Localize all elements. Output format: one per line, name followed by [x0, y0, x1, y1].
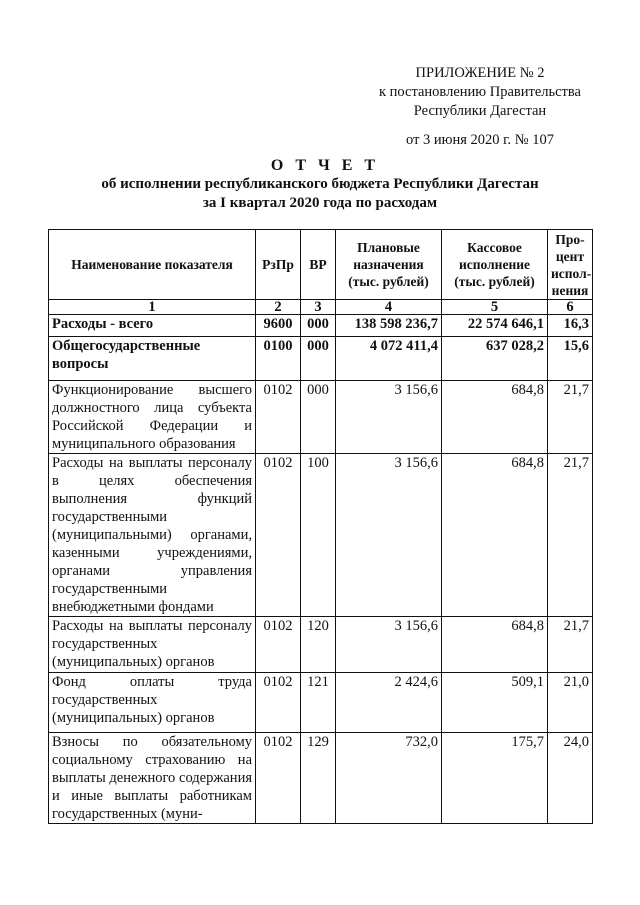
row-plan: 2 424,6 [336, 673, 442, 733]
row-plan: 3 156,6 [336, 454, 442, 617]
column-number: 1 [49, 300, 256, 315]
header-rzpr: РзПр [256, 230, 301, 300]
row-cash: 684,8 [442, 617, 548, 673]
row-vr: 100 [301, 454, 336, 617]
row-percent: 15,6 [548, 337, 593, 381]
table-header-row [49, 230, 593, 300]
row-plan: 3 156,6 [336, 381, 442, 454]
table-row [49, 673, 593, 733]
approval-block [360, 64, 600, 150]
row-rzpr: 9600 [256, 315, 301, 337]
column-number: 2 [256, 300, 301, 315]
column-number: 4 [336, 300, 442, 315]
row-name: Функционирование высшего должностного лица субъекта Российской Федерации и муниципального образования [49, 381, 256, 454]
row-vr: 120 [301, 617, 336, 673]
row-name: Расходы на выплаты персоналу в целях обеспечения выполнения функций государственными (муниципальными) органами, казенными учреждениями, органами управления государственными внебюджетными фондами [49, 454, 256, 617]
table-row [49, 315, 593, 337]
row-cash: 684,8 [442, 381, 548, 454]
header-vr: ВР [301, 230, 336, 300]
column-numbering-row [49, 300, 593, 315]
row-name: Взносы по обязательному социальному страхованию на выплаты денежного содержания и иные выплаты работникам государственных (муни- [49, 733, 256, 824]
title-report: О Т Ч Е Т [270, 157, 380, 174]
row-rzpr: 0102 [256, 733, 301, 824]
row-rzpr: 0102 [256, 381, 301, 454]
row-cash: 637 028,2 [442, 337, 548, 381]
row-cash: 175,7 [442, 733, 548, 824]
table-row [49, 337, 593, 381]
row-plan: 4 072 411,4 [336, 337, 442, 381]
row-rzpr: 0100 [256, 337, 301, 381]
row-rzpr: 0102 [256, 673, 301, 733]
header-percent: Про-цент испол-нения [548, 230, 593, 300]
header-cash: Кассовое исполнение (тыс. рублей) [442, 230, 548, 300]
table-row [49, 733, 593, 824]
header-name: Наименование показателя [49, 230, 256, 300]
row-name: Фонд оплаты труда государственных (муниципальных) органов [49, 673, 256, 733]
row-vr: 000 [301, 315, 336, 337]
row-vr: 129 [301, 733, 336, 824]
row-cash: 22 574 646,1 [442, 315, 548, 337]
column-number: 6 [548, 300, 593, 315]
row-cash: 684,8 [442, 454, 548, 617]
row-vr: 000 [301, 337, 336, 381]
row-percent: 21,0 [548, 673, 593, 733]
row-percent: 24,0 [548, 733, 593, 824]
row-vr: 000 [301, 381, 336, 454]
appendix-number: ПРИЛОЖЕНИЕ № 2 [415, 65, 545, 81]
row-plan: 3 156,6 [336, 617, 442, 673]
row-percent: 21,7 [548, 617, 593, 673]
approval-date: от 3 июня 2020 г. № 107 [406, 132, 554, 148]
table-row [49, 454, 593, 617]
row-name: Расходы - всего [49, 315, 256, 337]
expenditure-table [48, 229, 593, 824]
approval-region-line: Республики Дагестан [413, 103, 547, 119]
row-name: Общегосударственные вопросы [49, 337, 256, 381]
row-vr: 121 [301, 673, 336, 733]
row-percent: 21,7 [548, 381, 593, 454]
row-plan: 138 598 236,7 [336, 315, 442, 337]
column-number: 3 [301, 300, 336, 315]
row-rzpr: 0102 [256, 454, 301, 617]
title-period: за I квартал 2020 года по расходам [202, 195, 438, 211]
column-number: 5 [442, 300, 548, 315]
row-rzpr: 0102 [256, 617, 301, 673]
header-plan: Плановые назначения (тыс. рублей) [336, 230, 442, 300]
row-plan: 732,0 [336, 733, 442, 824]
row-percent: 21,7 [548, 454, 593, 617]
approval-decree-line: к постановлению Правительства [379, 84, 581, 100]
document-title [0, 156, 640, 213]
row-name: Расходы на выплаты персоналу государственных (муниципальных) органов [49, 617, 256, 673]
row-percent: 16,3 [548, 315, 593, 337]
row-cash: 509,1 [442, 673, 548, 733]
title-subject: об исполнении республиканского бюджета Республики Дагестан [101, 176, 539, 192]
table-row [49, 381, 593, 454]
table-row [49, 617, 593, 673]
